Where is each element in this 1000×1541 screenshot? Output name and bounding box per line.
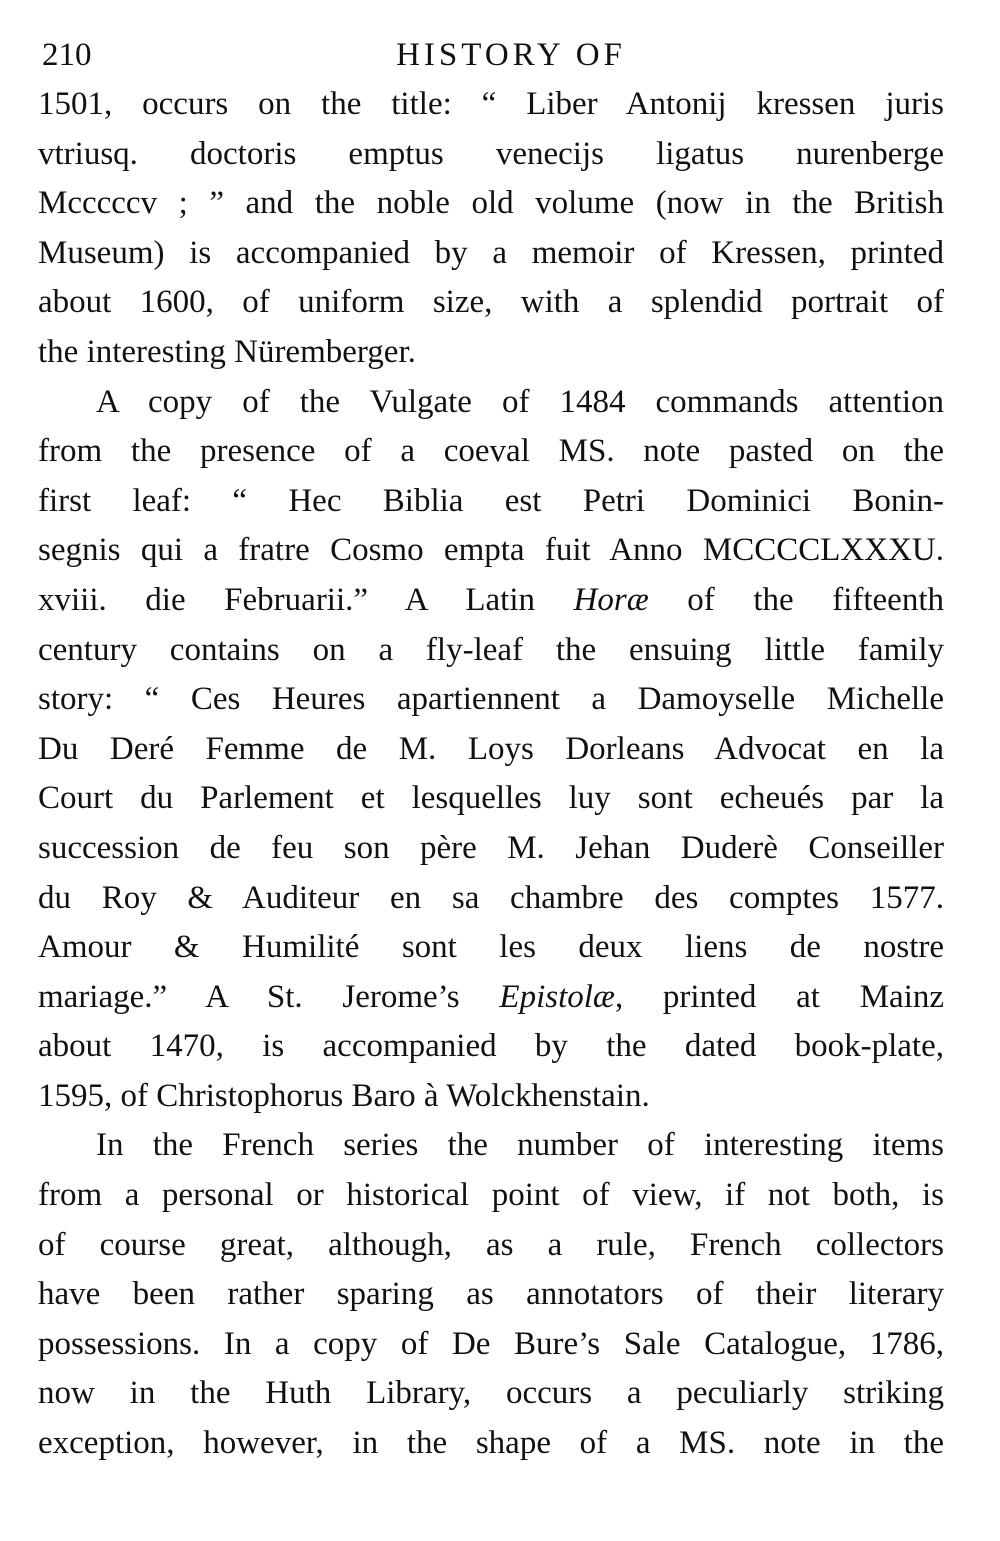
text-segment: xviii. die Februarii.” A Latin [38, 581, 574, 618]
text-line: du Roy & Auditeur en sa chambre des comptes 1577. [38, 879, 944, 916]
text-line: Museum) is accompanied by a memoir of Kressen, printed [38, 234, 944, 271]
text-line: the interesting Nüremberger. [38, 333, 416, 370]
text-line: now in the Huth Library, occurs a peculiarly striking [38, 1375, 944, 1412]
paragraph-1 [38, 80, 944, 378]
text-line: Amour & Humilité sont les deux liens de nostre [38, 929, 944, 966]
text-line: Mcccccv ; ” and the noble old volume (now in the British [38, 185, 944, 222]
paragraph-3 [38, 1121, 944, 1468]
text-line: century contains on a fly-leaf the ensuing little family [38, 631, 944, 668]
italic-title: Epistolæ [499, 978, 615, 1015]
italic-title: Horæ [573, 581, 649, 618]
book-page [38, 30, 944, 1469]
text-line-mixed [38, 973, 944, 1023]
text-line: Court du Parlement et lesquelles luy sont echeués par la [38, 780, 944, 817]
running-title: HISTORY OF [396, 37, 626, 73]
paragraph-2 [38, 378, 944, 1122]
text-line: 1595, of Christophorus Baro à Wolckhenstain. [38, 1077, 650, 1114]
text-line: of course great, although, as a rule, French collectors [38, 1226, 944, 1263]
text-line: first leaf: “ Hec Biblia est Petri Dominici Bonin- [38, 482, 944, 519]
text-line: In the French series the number of interesting items [96, 1127, 944, 1164]
text-line: about 1600, of uniform size, with a splendid portrait of [38, 284, 944, 321]
text-segment: of the fifteenth [648, 581, 944, 618]
text-line: Du Deré Femme de M. Loys Dorleans Advocat en la [38, 730, 944, 767]
text-line: A copy of the Vulgate of 1484 commands attention [96, 383, 944, 420]
text-line: from a personal or historical point of view, if not both, is [38, 1177, 944, 1214]
text-line: exception, however, in the shape of a MS. note in the [38, 1425, 944, 1462]
page-number: 210 [42, 37, 92, 73]
text-line: succession de feu son père M. Jehan Duderè Conseiller [38, 829, 944, 866]
text-line: have been rather sparing as annotators of their literary [38, 1276, 944, 1313]
text-line: possessions. In a copy of De Bure’s Sale Catalogue, 1786, [38, 1325, 944, 1362]
text-line-mixed [38, 576, 944, 626]
text-segment: , printed at Mainz [614, 978, 944, 1015]
running-head [38, 30, 944, 80]
text-line: 1501, occurs on the title: “ Liber Antonij kressen juris [38, 86, 944, 122]
text-line: about 1470, is accompanied by the dated book-plate, [38, 1028, 944, 1065]
text-line: story: “ Ces Heures apartiennent a Damoyselle Michelle [38, 681, 944, 718]
text-line: segnis qui a fratre Cosmo empta fuit Anno MCCCCLXXXU. [38, 532, 944, 569]
text-line: vtriusq. doctoris emptus venecijs ligatus nurenberge [38, 135, 944, 172]
text-segment: mariage.” A St. Jerome’s [38, 978, 500, 1015]
text-line: from the presence of a coeval MS. note pasted on the [38, 433, 944, 470]
